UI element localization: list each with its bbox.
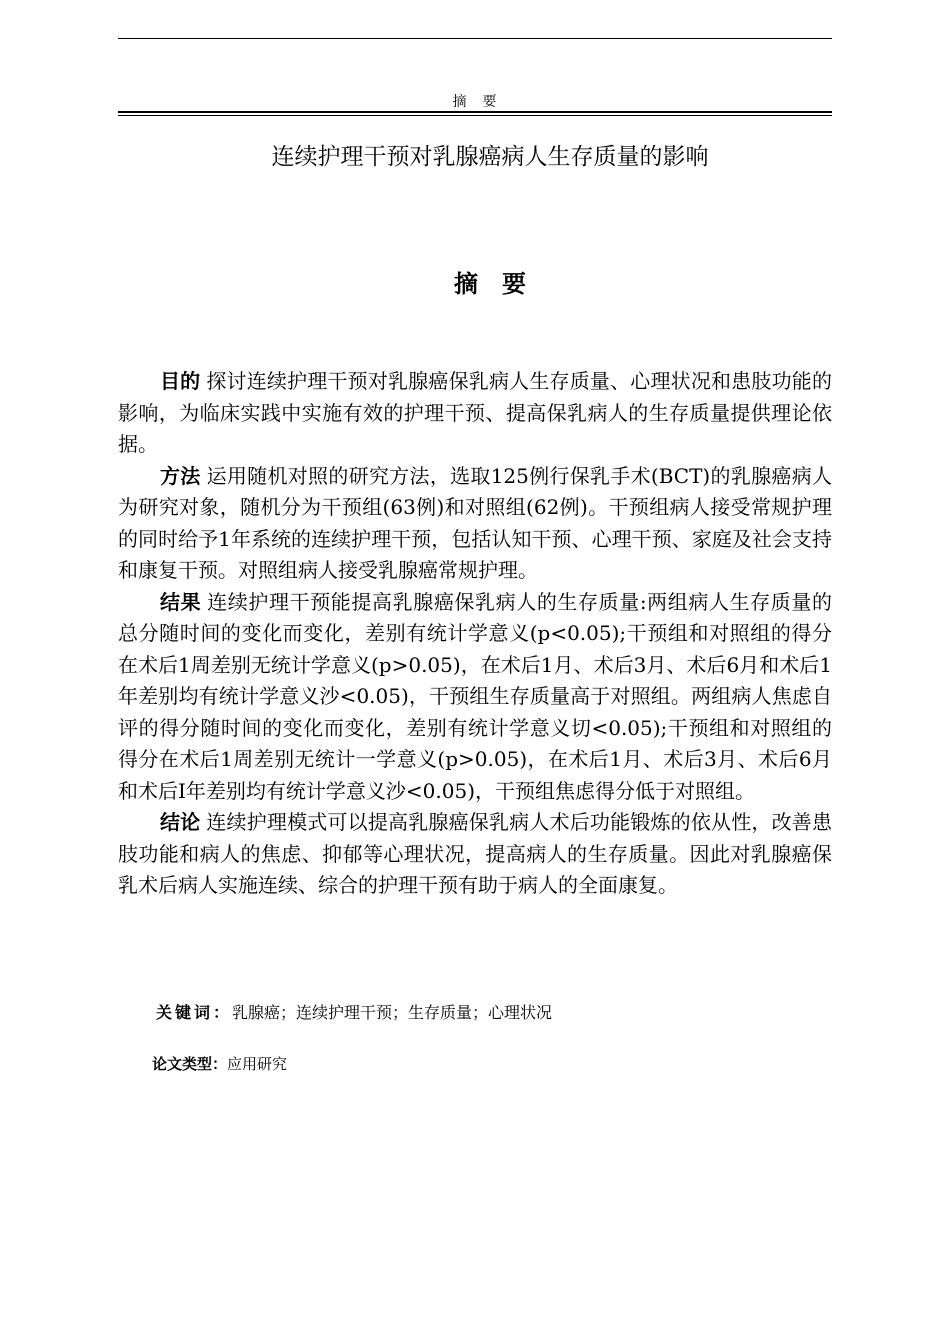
keywords-line	[156, 1000, 552, 1023]
running-header: 摘 要	[452, 94, 498, 110]
section-label: 结果	[160, 589, 202, 614]
abstract-conclusion	[118, 807, 832, 902]
header-rule-top	[118, 38, 832, 39]
paper-type-line	[152, 1053, 287, 1074]
section-text: 连续护理干预能提高乳腺癌保乳病人的生存质量:两组病人生存质量的总分随时间的变化而变化，差别有统计学意义(p<0.05);干预组和对照组的得分在术后1周差别无统计学意义(p>0.05)，在术后1月、术后3月、术后6月和术后1年差别均有统计学意义沙<0.05)，干预组生存质量高于对照组。两组病人焦虑自评的得分随时间的变化而变化，差别有统计学意义切<0.05);干预组和对照组的得分在术后1周差别无统计一学意义(p>0.05)，在术后1月、术后3月、术后6月和术后I年差别均有统计学意义沙<0.05)，干预组焦虑得分低于对照组。	[118, 589, 832, 803]
abstract-results	[118, 587, 832, 808]
section-text: 连续护理模式可以提高乳腺癌保乳病人术后功能锻炼的依从性，改善患肢功能和病人的焦虑、抑郁等心理状况，提高病人的生存质量。因此对乳腺癌保乳术后病人实施连续、综合的护理干预有助于病人的全面康复。	[118, 810, 832, 897]
section-text: 运用随机对照的研究方法，选取125例行保乳手术(BCT)的乳腺癌病人为研究对象，随机分为干预组(63例)和对照组(62例)。干预组病人接受常规护理的同时给予1年系统的连续护理干预，包括认知干预、心理干预、家庭及社会支持和康复干预。对照组病人接受乳腺癌常规护理。	[118, 463, 832, 582]
section-text: 探讨连续护理干预对乳腺癌保乳病人生存质量、心理状况和患肢功能的影响，为临床实践中实施有效的护理干预、提高保乳病人的生存质量提供理论依据。	[118, 369, 832, 456]
keywords-value: 乳腺癌；连续护理干预；生存质量；心理状况	[232, 1003, 553, 1022]
section-label: 目的	[160, 369, 201, 393]
abstract-body	[118, 366, 832, 902]
paper-type-label: 论文类型：	[152, 1055, 228, 1073]
section-label: 结论	[160, 810, 201, 834]
abstract-methods	[118, 461, 832, 587]
document-title: 连续护理干预对乳腺癌病人生存质量的影响	[271, 144, 709, 170]
keywords-label: 关键词：	[156, 1003, 233, 1022]
paper-type-value: 应用研究	[227, 1055, 288, 1073]
section-label: 方法	[160, 463, 201, 488]
abstract-heading: 摘 要	[454, 269, 526, 298]
header-rule-double	[118, 111, 832, 116]
abstract-objective	[118, 366, 832, 461]
